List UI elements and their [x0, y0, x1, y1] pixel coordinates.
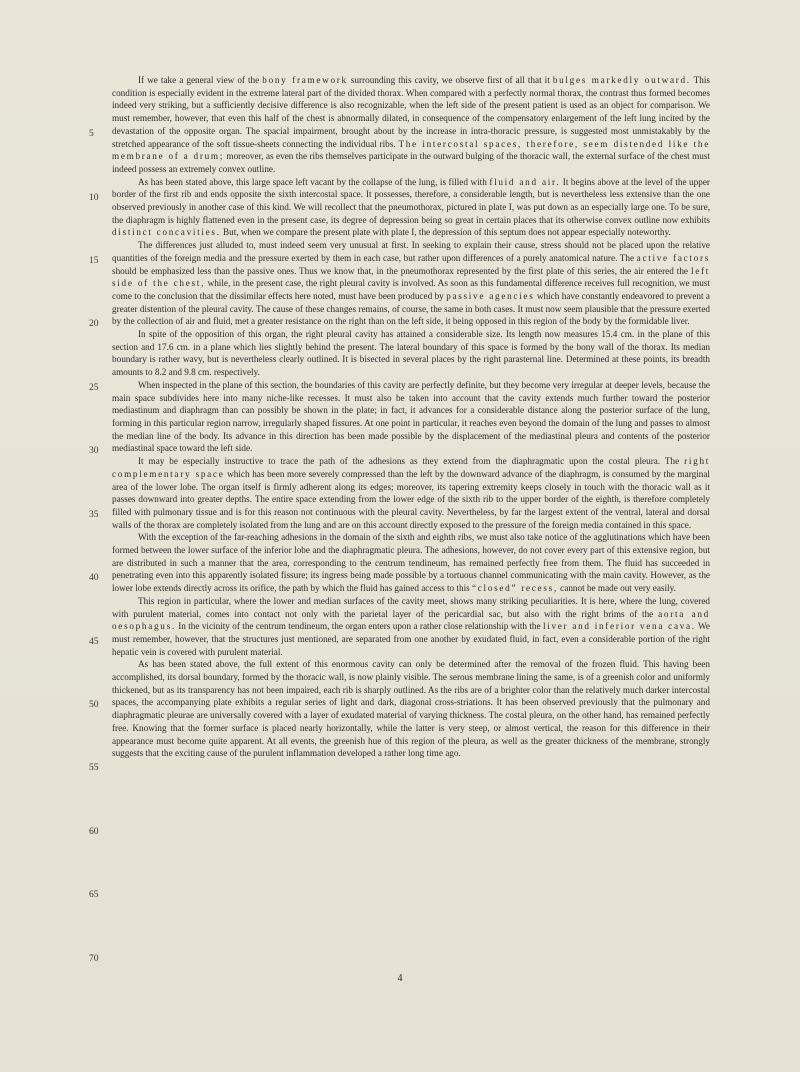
text-run: In the vicinity of the centrum tendineum, the organ enters upon a rather close relationship with the — [175, 621, 543, 632]
line-number: 5 — [89, 128, 94, 139]
text-run: This condition is especially evident in the extreme lateral part of the divided thorax. When compared with a perfectly normal thorax, the contrast thus formed becomes indeed very striking, but a sufficiently decisive difference is also recognizable, when the left side of the present patient is used as an object for comparison. We must remember, however, that even this half of the chest is abnormally dilated, in consequence of the compensatory enlargement of the left lung incited by the devastation of the opposite organ. The spacial impairment, brought about by the increase in intra-thoracic pressure, is suggested most unmistakably by the stretched appearance of the soft tissue-sheets connecting the individual ribs. — [112, 75, 711, 149]
emphasized-phrase: right complementary space — [112, 456, 710, 479]
text-run: while, in the present case, the right pleural cavity is involved. As soon as this fundamental difference receives full recognition, we must come to the conclusion that the dissimilar effects here noted, must have been produced by — [112, 278, 711, 301]
paragraph — [112, 379, 710, 455]
emphasized-phrase: fluid and air. — [489, 176, 561, 187]
paragraph — [112, 531, 710, 595]
emphasized-phrase: distinct concavities. — [112, 227, 221, 238]
text-run: It begins above at the level of the upper border of the first rib and ends opposite the sixth intercostal space. It possesses, therefore, a considerable length, but is nevertheless less extensive than the one observed previously in another case of this kind. We will recollect that the pneumothorax, pictured in plate I, was put down as an especially large one. To be sure, the diaphragm is highly flattened even in the present case, its degree of depression being so great in certain places that its otherwise convex outline now exhibits — [112, 176, 710, 225]
line-number: 40 — [89, 572, 99, 583]
text-run: should be emphasized less than the passive ones. Thus we know that, in the pneumothorax represented by the first plate of this series, the air entered the — [112, 265, 691, 276]
text-run: With the exception of the far-reaching adhesions in the domain of the sixth and eighth ribs, we must also take notice of the agglutinations which have been formed between the lower surface of the inferior lobe and the diaphragmatic pleura. The adhesions, however, do not cover every part of this extensive region, but are distributed in such a manner that the area, corresponding to the centrum tendineum, has remained perfectly free from them. The fluid has succeeded in penetrating even into this apparently isolated fissure; its ingress being made possible by a tortuous channel communicating with the main cavity. However, as the lower lobe extends directly across its orifice, the path by which the fluid has gained access to this — [112, 532, 710, 594]
emphasized-phrase: bony framework — [262, 75, 348, 85]
body-text — [112, 74, 710, 760]
emphasized-phrase: bulges markedly outward. — [552, 75, 691, 85]
line-number: 15 — [89, 255, 99, 266]
emphasized-phrase: aorta and oesophagus. — [112, 608, 710, 632]
text-run: cannot be made out very easily. — [557, 583, 676, 594]
line-number: 45 — [89, 636, 99, 647]
emphasized-phrase: left side of the chest, — [112, 265, 710, 289]
paragraph — [112, 328, 710, 379]
text-run: We must remember, however, that the structures just mentioned, are separated from one another by exudated fluid, in fact, even a considerable portion of the right hepatic vein is covered with purulent material. — [112, 621, 711, 657]
line-number: 50 — [89, 699, 99, 710]
paragraph — [112, 455, 710, 531]
paragraph — [112, 239, 710, 328]
paragraph — [112, 658, 710, 760]
paragraph — [112, 595, 710, 659]
line-number: 10 — [89, 192, 99, 203]
text-run: If we take a general view of the — [138, 75, 263, 85]
paragraph — [112, 176, 710, 240]
text-run: which have constantly endeavored to prevent a greater distention of the pleural cavity. The cause of these changes remains, of course, the same in both cases. It must now seem plausible that the pressure exerted by the collection of air and fluid, met a greater resistance on the right than on the left side, it being opposed in this region of the body by the formidable liver. — [112, 290, 710, 327]
emphasized-phrase: The intercostal spaces, therefore, seem distended like the membrane of a drum; — [112, 138, 710, 162]
text-run: surrounding this cavity, we observe first of all that it — [347, 75, 553, 85]
text-run: This region in particular, where the lower and median surfaces of the cavity meet, shows many striking peculiarities. It is here, where the lung, covered with purulent material, comes into contact not only with the parietal layer of the pericardial sac, but also with the right brims of the — [112, 595, 710, 619]
text-run: As has been stated above, this large space left vacant by the collapse of the lung, is filled with — [138, 176, 490, 187]
page-number: 4 — [397, 973, 403, 984]
line-number: 35 — [89, 509, 99, 520]
line-number: 30 — [89, 445, 99, 456]
line-number: 70 — [89, 953, 99, 964]
paragraph — [112, 74, 710, 176]
text-run: As has been stated above, the full extent of this enormous cavity can only be determined after the removal of the frozen fluid. This having been accomplished, its dorsal boundary, formed by the thoracic wall, is now plainly visible. The serous membrane lining the same, is of a greenish color and uniformly thickened, but as its transparency has not been impaired, each rib is sharply outlined. As the ribs are of a brighter color than the relatively much darker intercostal spaces, the accompanying plate exhibits a regular series of light and dark, diagonal cross-striations. It has been observed previously that the pulmonary and diaphragmatic pleurae are universally covered with a layer of exudated material of varying thickness. The costal pleura, on the other hand, has remained perfectly free. Knowing that the former surface is placed nearly horizontally, while the latter is very steep, or almost vertical, the reason for this difference in their appearance must become quite apparent. At all events, the greenish hue of this region of the pleura, as well as the greater thickness of the membrane, strongly suggests that the exciting cause of the purulent inflammation developed a rather long time ago. — [112, 659, 710, 759]
emphasized-phrase: active factors — [636, 252, 710, 263]
text-run: The differences just alluded to, must indeed seem very unusual at first. In seeking to explain their cause, stress should not be placed upon the relative quantities of the foreign media and the pressure exerted by them in each case, but rather upon differences of a purely anatomical nature. The — [112, 240, 710, 263]
text-run: which has been more severely compressed than the left by the downward advance of the diaphragm, is consumed by the marginal area of the lower lobe. The organ itself is firmly adherent along its edges; moreover, its tapering extremity keeps closely in touch with the thoracic wall as it passes downward into greater depths. The entire space extending from the lower edge of the sixth rib to the upper border of the eighth, is therefore completely filled with pulmonary tissue and is for this reason not continuous with the pleural cavity. Nevertheless, by far the largest extent of the ventral, lateral and dorsal walls of the thorax are completely isolated from the lung and are on this account directly exposed to the pressure of the foreign media contained in this space. — [112, 468, 710, 530]
line-number: 65 — [89, 889, 99, 900]
emphasized-phrase: passive agencies — [446, 290, 535, 301]
text-run: It may be especially instructive to trace the path of the adhesions as they extend from the diaphragmatic upon the costal pleura. The — [138, 456, 685, 467]
text-run: moreover, as even the ribs themselves participate in the outward bulging of the thoracic wall, the external surface of the chest must indeed possess an extremely convex outline. — [112, 151, 710, 174]
emphasized-phrase: liver and inferior vena cava. — [542, 621, 696, 632]
line-number: 25 — [89, 382, 99, 393]
emphasized-phrase: “closed” recess, — [472, 583, 558, 594]
text-run: But, when we compare the present plate with plate I, the depression of this septum does not appear especially noteworthy. — [220, 227, 671, 238]
text-run: When inspected in the plane of this section, the boundaries of this cavity are perfectly definite, but they become very irregular at deeper levels, because the main space subdivides here into many niche-like recesses. It must also be taken into account that the cavity extends much further toward the posterior mediastinum and diaphragm than can possibly be shown in the plate; in fact, it advances for a considerable distance along the posterior surface of the lung, forming in this particular region narrow, irregularly shaped fissures. At one point in particular, it reaches even beyond the domain of the lung and passes to almost the median line of the body. Its advance in this direction has been made possible by the displacement of the mediastinal pleura and contents of the posterior mediastinal space toward the left side. — [112, 379, 710, 454]
line-number: 20 — [89, 318, 99, 329]
line-number: 55 — [89, 762, 99, 773]
line-number: 60 — [89, 826, 99, 837]
text-run: In spite of the opposition of this organ, the right pleural cavity has attained a considerable size. Its length now measures 15.4 cm. in the plane of this section and 17.6 cm. in a plane which lies slightly behind the present. The lateral boundary of this space is formed by the bony wall of the thorax. Its median boundary is rather wavy, but is nevertheless clearly outlined. It is bisected in several places by the right parasternal line. Determined at these points, its breadth amounts to 8.2 and 9.8 cm. respectively. — [112, 329, 710, 378]
